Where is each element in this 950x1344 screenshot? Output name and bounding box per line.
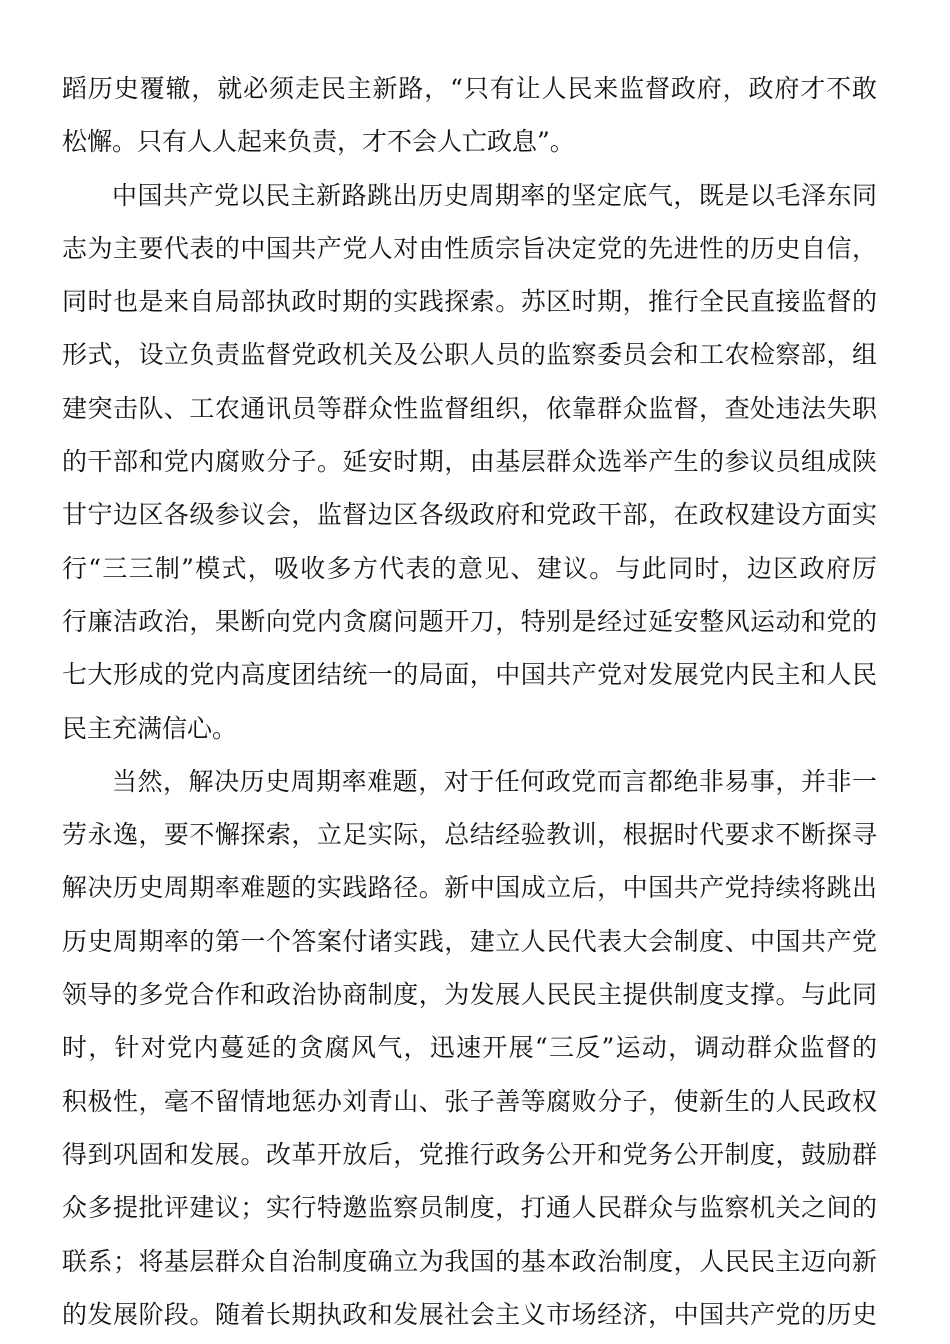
paragraph-3-line-7: 积极性，毫不留情地惩办刘青山、张子善等腐败分子，使新生的人民政权 [62,1086,877,1116]
paragraph-3-line-9: 众多提批评建议；实行特邀监察员制度，打通人民群众与监察机关之间的 [62,1193,877,1223]
paragraph-2-line-1: 中国共产党以民主新路跳出历史周期率的坚定底气，既是以毛泽东同 [112,180,877,210]
paragraph-2-line-10: 七大形成的党内高度团结统一的局面，中国共产党对发展党内民主和人民 [62,660,877,690]
paragraph-2-line-9: 行廉洁政治，果断向党内贪腐问题开刀，特别是经过延安整风运动和党的 [62,606,877,636]
paragraph-2-line-3: 同时也是来自局部执政时期的实践探索。苏区时期，推行全民直接监督的 [62,287,877,317]
paragraph-2-line-6: 的干部和党内腐败分子。延安时期，由基层群众选举产生的参议员组成陕 [62,447,877,477]
paragraph-3-line-11: 的发展阶段。随着长期执政和发展社会主义市场经济，中国共产党的历史 [62,1299,877,1329]
paragraph-3-line-8: 得到巩固和发展。改革开放后，党推行政务公开和党务公开制度，鼓励群 [62,1139,877,1169]
paragraph-2-line-11: 民主充满信心。 [62,713,238,743]
paragraph-3-line-2: 劳永逸，要不懈探索，立足实际，总结经验教训，根据时代要求不断探寻 [62,820,877,850]
paragraph-2-line-7: 甘宁边区各级参议会，监督边区各级政府和党政干部，在政权建设方面实 [62,500,877,530]
paragraph-2-line-8: 行“三三制”模式，吸收多方代表的意见、建议。与此同时，边区政府厉 [62,553,877,583]
paragraph-3-line-1: 当然，解决历史周期率难题，对于任何政党而言都绝非易事，并非一 [112,766,877,796]
paragraph-3-line-4: 历史周期率的第一个答案付诸实践，建立人民代表大会制度、中国共产党 [62,926,877,956]
paragraph-3-line-3: 解决历史周期率难题的实践路径。新中国成立后，中国共产党持续将跳出 [62,873,877,903]
paragraph-3-line-5: 领导的多党合作和政治协商制度，为发展人民民主提供制度支撑。与此同 [62,980,877,1010]
paragraph-3-line-6: 时，针对党内蔓延的贪腐风气，迅速开展“三反”运动，调动群众监督的 [62,1033,877,1063]
paragraph-3-line-10: 联系；将基层群众自治制度确立为我国的基本政治制度，人民民主迈向新 [62,1246,877,1276]
paragraph-2-line-2: 志为主要代表的中国共产党人对由性质宗旨决定党的先进性的历史自信， [62,233,877,263]
paragraph-2-line-5: 建突击队、工农通讯员等群众性监督组织，依靠群众监督，查处违法失职 [62,393,877,423]
body-text [62,62,877,1341]
paragraph-1-line-2: 松懈。只有人人起来负责，才不会人亡政息”。 [62,127,575,157]
paragraph-2-line-4: 形式，设立负责监督党政机关及公职人员的监察委员会和工农检察部，组 [62,340,877,370]
paragraph-1-line-1: 蹈历史覆辙，就必须走民主新路，“只有让人民来监督政府，政府才不敢 [62,74,877,103]
